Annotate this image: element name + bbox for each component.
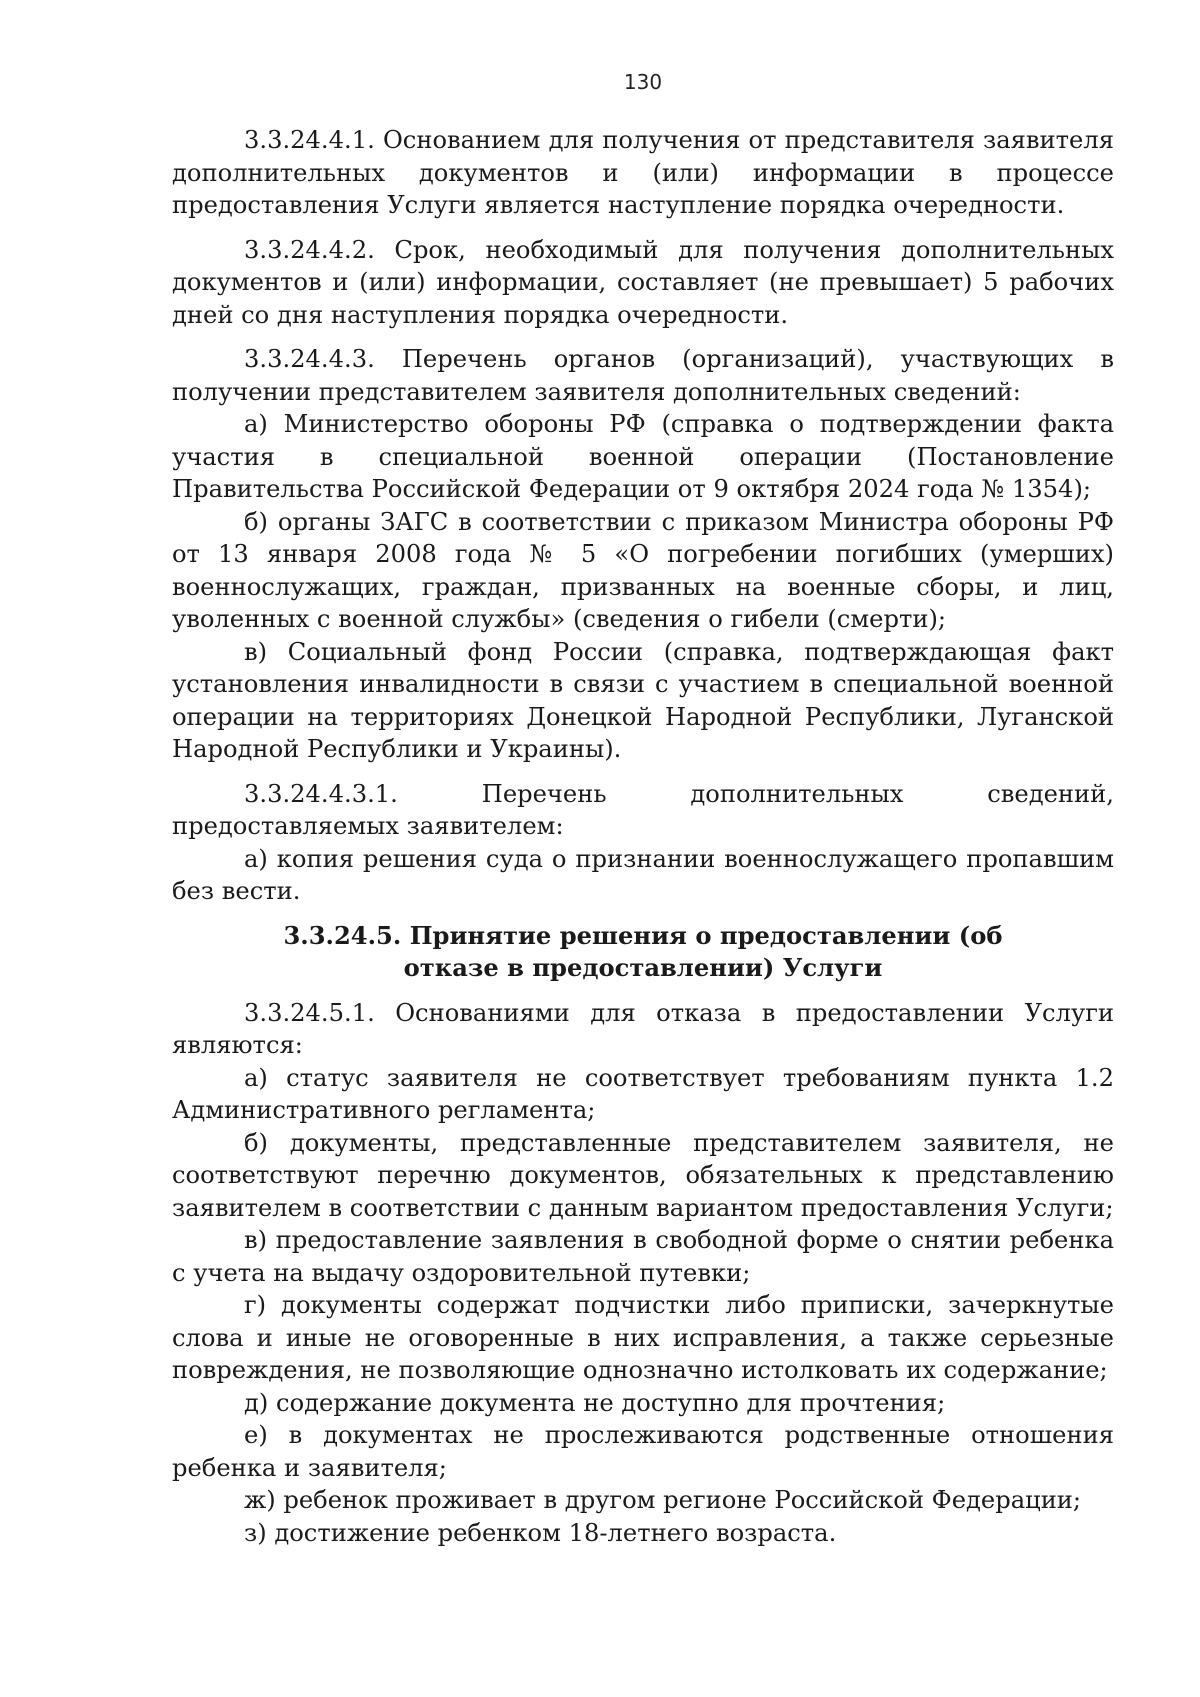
paragraph-3-3-24-4-3-1: 3.3.24.4.3.1. Перечень дополнительных сведений, предоставляемых заявителем:: [172, 779, 1114, 840]
list-item-v-social-fund: в) Социальный фонд России (справка, подтверждающая факт установления инвалидности в связи с участием в специальной военной операции на территориях Донецкой Народной Республики, Луганской Народной Республики и Украины).: [172, 637, 1114, 763]
paragraph-3-3-24-4-1: 3.3.24.4.1. Основанием для получения от представителя заявителя дополнительных документов и (или) информации в процессе предоставления Услуги является наступление порядка очередности.: [172, 126, 1114, 219]
document-body: [172, 124, 1114, 1549]
paragraph-3-3-24-4-3: 3.3.24.4.3. Перечень органов (организаций), участвующих в получении представителем заявителя дополнительных сведений:: [172, 345, 1114, 406]
paragraph-3-3-24-5-1: 3.3.24.5.1. Основаниями для отказа в предоставлении Услуги являются:: [172, 998, 1114, 1059]
refusal-reason-b: б) документы, представленные представителем заявителя, не соответствуют перечню документов, обязательных к представлению заявителем в соответствии с данным вариантом предоставления Услуги;: [172, 1128, 1114, 1222]
refusal-reason-g: г) документы содержат подчистки либо приписки, зачеркнутые слова и иные не оговоренные в них исправления, а также серьезные повреждения, не позволяющие однозначно истолковать их содержание;: [172, 1291, 1114, 1384]
refusal-reason-e: е) в документах не прослеживаются родственные отношения ребенка и заявителя;: [172, 1421, 1114, 1482]
list-item-b-zags: б) органы ЗАГС в соответствии с приказом Министра обороны РФ от 13 января 2008 года № 5 «О погребении погибших (умерших) военнослужащих, граждан, призванных на военные сборы, и лиц, уволенных с военной службы» (сведения о гибели (смерти);: [172, 507, 1114, 633]
refusal-reason-v: в) предоставление заявления в свободной форме о снятии ребенка с учета на выдачу оздоровительной путевки;: [172, 1226, 1114, 1287]
list-item-a-court-decision: а) копия решения суда о признании военнослужащего пропавшим без вести.: [172, 844, 1114, 905]
refusal-reason-a: а) статус заявителя не соответствует требованиям пункта 1.2 Административного регламента;: [172, 1063, 1114, 1124]
section-heading-3-3-24-5: 3.3.24.5. Принятие решения о предоставлении (об отказе в предоставлении) Услуги: [283, 920, 1003, 982]
refusal-reason-zh: ж) ребенок проживает в другом регионе Российской Федерации;: [244, 1486, 1082, 1514]
page-number: 130: [623, 70, 663, 94]
list-item-a-ministry-of-defense: а) Министерство обороны РФ (справка о подтверждении факта участия в специальной военной операции (Постановление Правительства Российской Федерации от 9 октября 2024 года № 1354);: [172, 410, 1114, 503]
refusal-reason-z: з) достижение ребенком 18-летнего возраста.: [244, 1518, 837, 1547]
paragraph-3-3-24-4-2: 3.3.24.4.2. Срок, необходимый для получения дополнительных документов и (или) информации, составляет (не превышает) 5 рабочих дней со дня наступления порядка очередности.: [172, 235, 1114, 329]
refusal-reason-d: д) содержание документа не доступно для прочтения;: [244, 1388, 946, 1417]
